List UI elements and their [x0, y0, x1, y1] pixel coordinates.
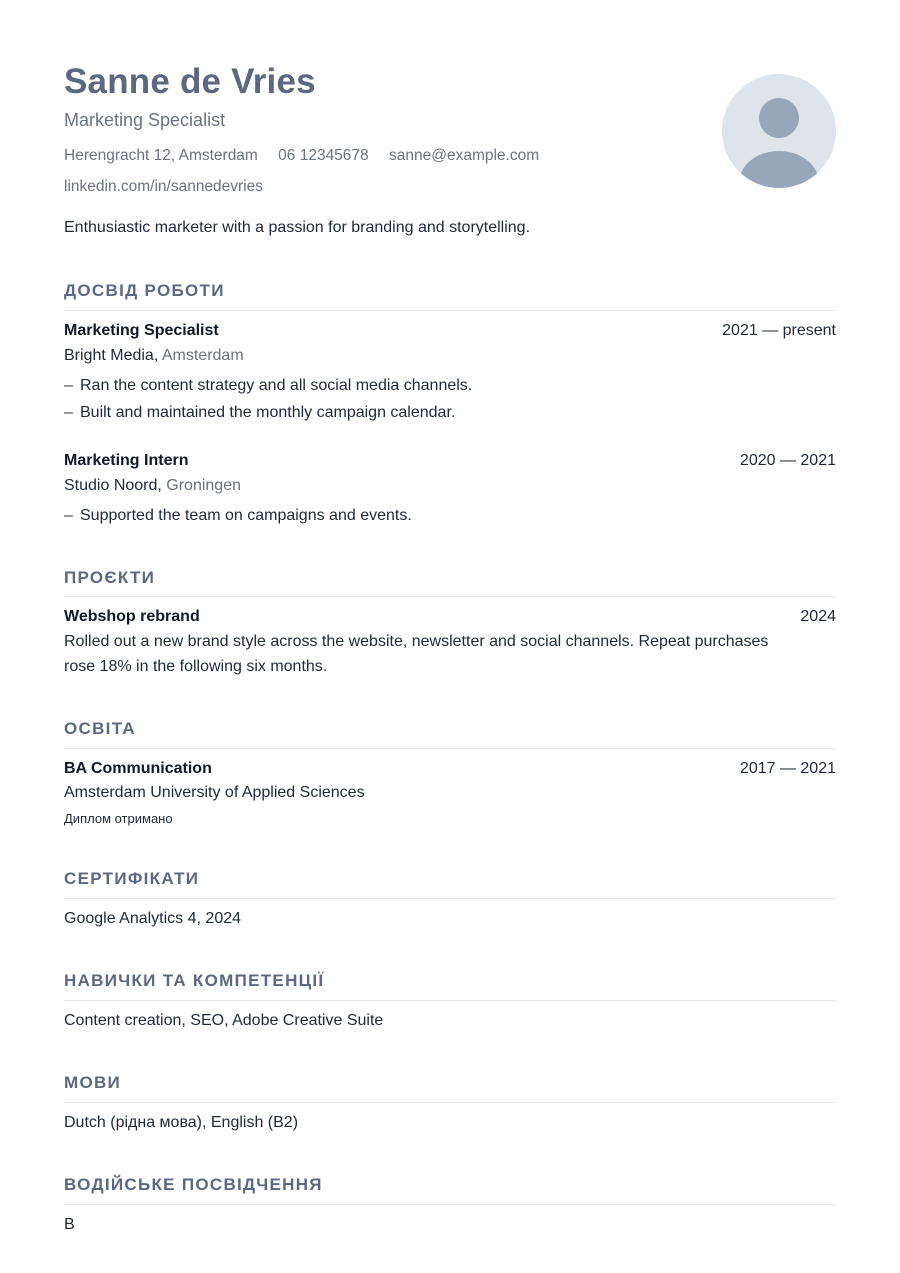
- bullet-text: Built and maintained the monthly campaign calendar.: [80, 404, 456, 421]
- section-divider: [64, 1102, 836, 1103]
- company-separator: ,: [153, 347, 162, 364]
- license-text: B: [64, 1216, 75, 1233]
- project-description-line: rose 18% in the following six months.: [64, 658, 328, 675]
- experience-city: Amsterdam: [161, 347, 244, 364]
- section-title-skills: НАВИЧКИ ТА КОМПЕТЕНЦІЇ: [64, 971, 325, 990]
- contact-linkedin[interactable]: linkedin.com/in/sannedevries: [64, 178, 264, 195]
- section-title-languages: МОВИ: [64, 1073, 122, 1092]
- experience-role: Marketing Specialist: [64, 322, 219, 339]
- section-divider: [64, 310, 836, 311]
- avatar-head: [759, 98, 799, 138]
- candidate-name: Sanne de Vries: [64, 62, 316, 101]
- skills-text: Content creation, SEO, Adobe Creative Suite: [64, 1012, 384, 1029]
- person-silhouette-icon: [722, 74, 836, 188]
- section-title-certificates: СЕРТИФІКАТИ: [64, 869, 200, 888]
- contact-email[interactable]: sanne@example.com: [388, 147, 540, 164]
- company-separator: ,: [157, 477, 167, 494]
- experience-bullet: [64, 377, 472, 395]
- experience-company-line: [64, 347, 244, 365]
- resume-page: [64, 0, 836, 1233]
- section-divider: [64, 1000, 836, 1001]
- bullet-text: Ran the content strategy and all social media channels.: [80, 377, 473, 394]
- education-school: Amsterdam University of Applied Sciences: [64, 784, 365, 801]
- section-title-education: ОСВІТА: [64, 719, 136, 738]
- resume-header: [64, 0, 836, 210]
- dash-icon: –: [64, 507, 73, 524]
- section-divider: [64, 1204, 836, 1205]
- experience-bullet: [64, 507, 412, 525]
- experience-company-line: [64, 477, 241, 495]
- section-title-license: ВОДІЙСЬКЕ ПОСВІДЧЕННЯ: [64, 1175, 323, 1194]
- experience-dates: 2021 — present: [722, 322, 836, 339]
- dash-icon: –: [64, 404, 73, 421]
- profile-summary: Enthusiastic marketer with a passion for branding and storytelling.: [64, 219, 531, 236]
- contact-address: Herengracht 12, Amsterdam: [64, 147, 258, 164]
- section-title-experience: ДОСВІД РОБОТИ: [64, 281, 225, 300]
- candidate-role: Marketing Specialist: [64, 110, 226, 130]
- certificates-text: Google Analytics 4, 2024: [64, 910, 242, 927]
- experience-dates: 2020 — 2021: [739, 452, 836, 469]
- section-divider: [64, 748, 836, 749]
- languages-text: Dutch (рідна мова), English (B2): [64, 1114, 299, 1131]
- section-divider: [64, 596, 836, 597]
- dash-icon: –: [64, 377, 73, 394]
- education-note: Диплом отримано: [64, 811, 173, 826]
- section-divider: [64, 898, 836, 899]
- experience-city: Groningen: [166, 477, 241, 494]
- bullet-text: Supported the team on campaigns and events.: [80, 507, 412, 524]
- contact-line: [64, 147, 555, 165]
- project-name: Webshop rebrand: [64, 608, 200, 625]
- project-year: 2024: [800, 608, 836, 625]
- experience-bullet: [64, 404, 455, 422]
- contact-phone: 06 12345678: [278, 147, 369, 164]
- project-description-line: Rolled out a new brand style across the website, newsletter and social channels. Repeat purchases: [64, 633, 769, 650]
- experience-company: Studio Noord: [64, 477, 158, 494]
- section-title-projects: ПРОЄКТИ: [64, 568, 156, 587]
- education-dates: 2017 — 2021: [739, 760, 836, 777]
- avatar-body: [739, 151, 819, 188]
- education-degree: BA Communication: [64, 760, 212, 777]
- experience-role: Marketing Intern: [64, 452, 189, 469]
- experience-company: Bright Media: [64, 347, 154, 364]
